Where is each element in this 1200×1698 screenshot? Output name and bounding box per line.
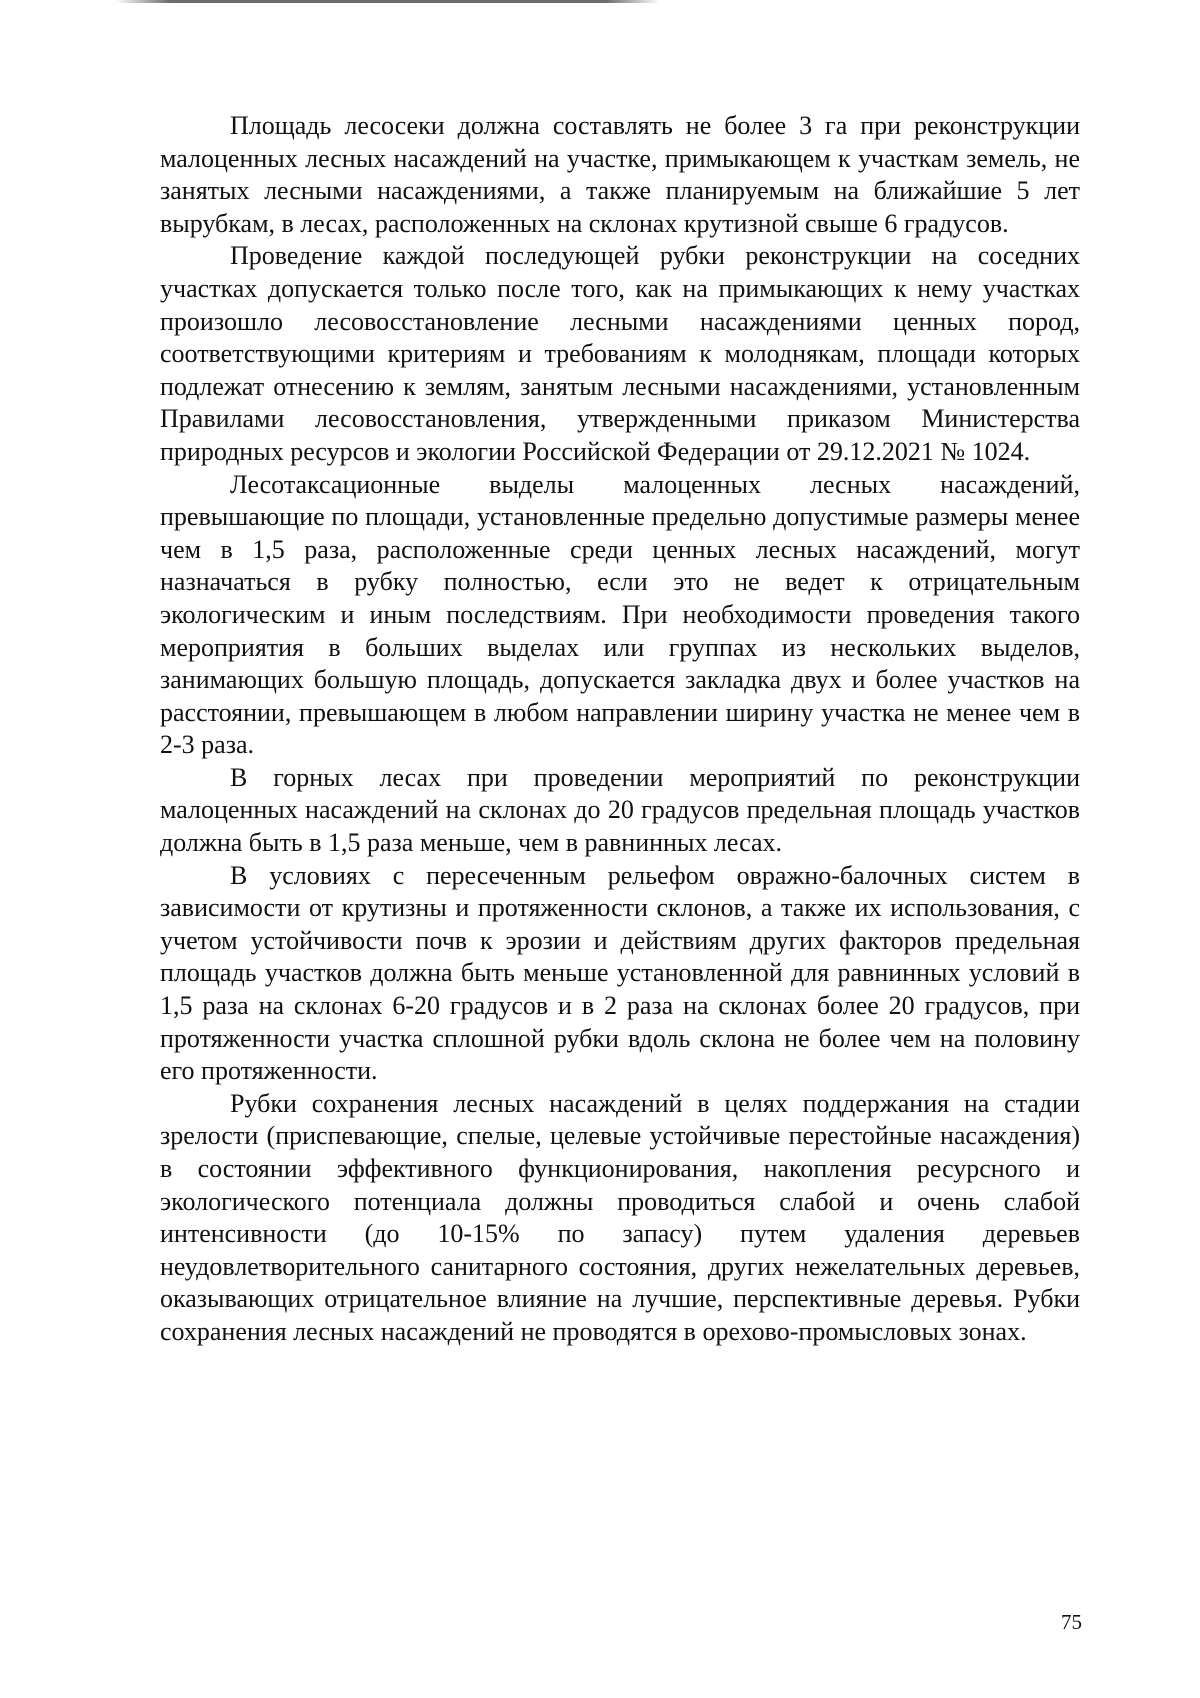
scan-edge-line bbox=[115, 0, 660, 3]
paragraph-preservation-felling: Рубки сохранения лесных насаждений в целях поддержания на стадии зрелости (приспевающие, спелые, целевые устойчивые перестойные насаждения) в состоянии эффективного функционирования, накопления ресурсного и экологического потенциала должны проводиться слабой и очень слабой интенсивности (до 10-15% по запасу) путем удаления деревьев неудовлетворительного санитарного состояния, других нежелательных деревьев, оказывающих отрицательное влияние на лучшие, перспективные деревья. Рубки сохранения лесных насаждений не проводятся в орехово-промысловых зонах. bbox=[160, 1088, 1080, 1346]
paragraph-ravine-terrain: В условиях с пересеченным рельефом овражно-балочных систем в зависимости от крутизны и протяженности склонов, а также их использования, с учетом устойчивости почв к эрозии и действиям других факторов предельная площадь участков должна быть меньше установленной для равнинных условий в 1,5 раза на склонах 6-20 градусов и в 2 раза на склонах более 20 градусов, при протяженности участка сплошной рубки вдоль склона не более чем на половину его протяженности. bbox=[160, 860, 1080, 1086]
document-body bbox=[160, 110, 1080, 1349]
paragraph-subsequent-felling: Проведение каждой последующей рубки реконструкции на соседних участках допускается только после того, как на примыкающих к нему участках произошло лесовосстановление лесными насаждениями ценных пород, соответствующими критериям и требованиям к молоднякам, площади которых подлежат отнесению к землям, занятым лесными насаждениями, установленным Правилами лесовосстановления, утвержденными приказом Министерства природных ресурсов и экологии Российской Федерации от 29.12.2021 № 1024. bbox=[160, 241, 1080, 466]
page-number: 75 bbox=[1061, 1610, 1082, 1634]
paragraph-mountain-forests: В горных лесах при проведении мероприятий по реконструкции малоценных насаждений на склонах до 20 градусов предельная площадь участков должна быть в 1,5 раза меньше, чем в равнинных лесах. bbox=[160, 762, 1080, 858]
paragraph-taxation-units: Лесотаксационные выделы малоценных лесных насаждений, превышающие по площади, установленные предельно допустимые размеры менее чем в 1,5 раза, расположенные среди ценных лесных насаждений, могут назначаться в рубку полностью, если это не ведет к отрицательным экологическим и иным последствиям. При необходимости проведения такого мероприятия в больших выделах или группах из нескольких выделов, занимающих большую площадь, допускается закладка двух и более участков на расстоянии, превышающем в любом направлении ширину участка не менее чем в 2-3 раза. bbox=[160, 469, 1080, 760]
paragraph-forest-area: Площадь лесосеки должна составлять не более 3 га при реконструкции малоценных лесных насаждений на участке, примыкающем к участкам земель, не занятых лесными насаждениями, а также планируемым на ближайшие 5 лет вырубкам, в лесах, расположенных на склонах крутизной свыше 6 градусов. bbox=[160, 111, 1080, 238]
